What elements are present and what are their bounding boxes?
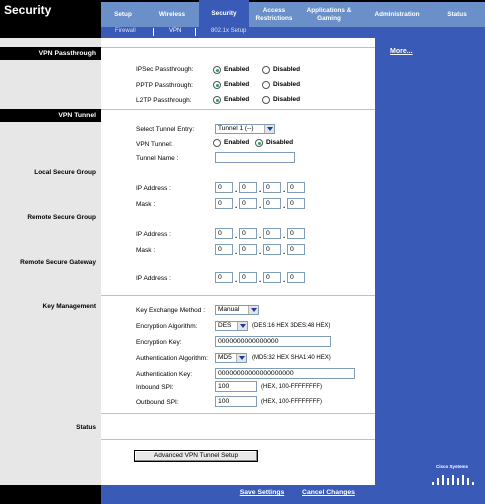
- ipsec-enabled-label: Enabled: [224, 66, 250, 73]
- subtab-separator: [153, 28, 154, 36]
- remote-mask-octet-2[interactable]: 0: [239, 244, 257, 255]
- key-exchange-value: Manual: [218, 306, 240, 313]
- tunnel-entry-value: Tunnel 1 (--): [218, 125, 254, 132]
- encryption-algorithm-select[interactable]: [215, 321, 248, 331]
- divider: [101, 413, 375, 414]
- remote-mask-octet-3[interactable]: 0: [263, 244, 281, 255]
- more-link[interactable]: More...: [390, 48, 413, 55]
- vpn-tunnel-enabled-radio[interactable]: [213, 139, 221, 147]
- subtab-8021x[interactable]: 802.1x Setup: [211, 28, 247, 34]
- cisco-logo-text: Cisco Systems: [435, 464, 469, 469]
- pptp-disabled-radio[interactable]: [262, 81, 270, 89]
- encryption-algorithm-hint: (DES:16 HEX 3DES:48 HEX): [252, 323, 331, 329]
- encryption-key-label: Encryption Key:: [136, 339, 182, 346]
- remote-ip-octet-1[interactable]: 0: [215, 228, 233, 239]
- l2tp-passthrough-label: L2TP Passthrough:: [136, 97, 192, 104]
- ip-dot: .: [259, 275, 262, 284]
- footer-action-area: [101, 485, 485, 504]
- tab-status[interactable]: Status: [447, 10, 467, 18]
- ip-dot: .: [283, 185, 286, 194]
- pptp-enabled-label: Enabled: [224, 81, 250, 88]
- ip-dot: .: [259, 247, 262, 256]
- authentication-algorithm-select[interactable]: [215, 353, 247, 363]
- cancel-changes-button[interactable]: Cancel Changes: [297, 487, 360, 498]
- ip-dot: .: [235, 231, 238, 240]
- tab-wireless[interactable]: Wireless: [158, 10, 186, 18]
- vpn-tunnel-label: VPN Tunnel:: [136, 141, 173, 148]
- chevron-down-icon: [237, 322, 247, 330]
- local-ip-octet-3[interactable]: 0: [263, 182, 281, 193]
- gateway-ip-label: IP Address :: [136, 275, 171, 282]
- local-ip-octet-2[interactable]: 0: [239, 182, 257, 193]
- ip-dot: .: [235, 201, 238, 210]
- remote-ip-octet-4[interactable]: 0: [287, 228, 305, 239]
- local-mask-label: Mask :: [136, 201, 156, 208]
- gateway-ip-octet-1[interactable]: 0: [215, 272, 233, 283]
- advanced-vpn-setup-button[interactable]: Advanced VPN Tunnel Setup: [134, 450, 258, 462]
- authentication-algorithm-hint: (MD5:32 HEX SHA1:40 HEX): [252, 355, 331, 361]
- tab-security[interactable]: Security: [199, 0, 249, 27]
- tab-administration[interactable]: Administration: [374, 10, 420, 18]
- ip-dot: .: [259, 231, 262, 240]
- l2tp-enabled-label: Enabled: [224, 96, 250, 103]
- remote-mask-label: Mask :: [136, 247, 156, 254]
- encryption-algorithm-label: Encryption Algorithm:: [136, 323, 198, 330]
- inbound-spi-label: Inbound SPI:: [136, 384, 174, 391]
- local-mask-octet-2[interactable]: 0: [239, 198, 257, 209]
- ip-dot: .: [283, 275, 286, 284]
- remote-mask-octet-1[interactable]: 0: [215, 244, 233, 255]
- authentication-key-label: Authentication Key:: [136, 371, 193, 378]
- label-local-secure-group: Local Secure Group: [34, 169, 96, 176]
- tab-applications-gaming[interactable]: Applications & Gaming: [306, 7, 352, 22]
- pptp-disabled-label: Disabled: [273, 81, 301, 88]
- inbound-spi-input[interactable]: 100: [215, 381, 257, 392]
- ip-dot: .: [283, 247, 286, 256]
- local-mask-octet-4[interactable]: 0: [287, 198, 305, 209]
- vpn-tunnel-disabled-radio[interactable]: [255, 139, 263, 147]
- divider: [101, 439, 375, 440]
- outbound-spi-hint: (HEX, 100-FFFFFFFF): [261, 399, 322, 405]
- help-column: [375, 38, 485, 485]
- chevron-down-icon: [264, 125, 274, 133]
- save-settings-button[interactable]: Save Settings: [232, 487, 292, 498]
- pptp-enabled-radio[interactable]: [213, 81, 221, 89]
- encryption-algorithm-value: DES: [218, 322, 232, 329]
- select-tunnel-label: Select Tunnel Entry:: [136, 126, 195, 133]
- ipsec-passthrough-label: IPSec Passthrough:: [136, 66, 194, 73]
- ip-dot: .: [235, 247, 238, 256]
- ipsec-enabled-radio[interactable]: [213, 66, 221, 74]
- tunnel-name-label: Tunnel Name :: [136, 155, 179, 162]
- l2tp-disabled-radio[interactable]: [262, 96, 270, 104]
- ip-dot: .: [259, 201, 262, 210]
- divider: [101, 47, 375, 48]
- section-vpn-tunnel: VPN Tunnel: [0, 109, 101, 122]
- vpn-tunnel-disabled-label: Disabled: [266, 139, 294, 146]
- ip-dot: .: [259, 185, 262, 194]
- authentication-key-input[interactable]: 00000000000000000000: [215, 368, 355, 379]
- main-nav: [101, 2, 485, 27]
- ipsec-disabled-radio[interactable]: [262, 66, 270, 74]
- subtab-vpn[interactable]: VPN: [169, 28, 182, 34]
- ipsec-disabled-label: Disabled: [273, 66, 301, 73]
- key-exchange-label: Key Exchange Method :: [136, 307, 206, 314]
- local-mask-octet-1[interactable]: 0: [215, 198, 233, 209]
- ip-dot: .: [283, 201, 286, 210]
- l2tp-enabled-radio[interactable]: [213, 96, 221, 104]
- subtab-firewall[interactable]: Firewall: [115, 28, 136, 34]
- ip-dot: .: [235, 185, 238, 194]
- outbound-spi-label: Outbound SPI:: [136, 399, 179, 406]
- local-ip-label: IP Address :: [136, 185, 171, 192]
- sub-nav: [101, 27, 485, 38]
- outbound-spi-input[interactable]: 100: [215, 396, 257, 407]
- ip-dot: .: [235, 275, 238, 284]
- page-title: Security: [4, 3, 52, 17]
- ip-dot: .: [283, 231, 286, 240]
- local-mask-octet-3[interactable]: 0: [263, 198, 281, 209]
- remote-ip-octet-2[interactable]: 0: [239, 228, 257, 239]
- label-status: Status: [76, 424, 96, 431]
- left-column: [0, 38, 101, 485]
- label-remote-secure-group: Remote Secure Group: [27, 214, 96, 221]
- local-ip-octet-4[interactable]: 0: [287, 182, 305, 193]
- authentication-algorithm-value: MD5: [218, 354, 232, 361]
- section-vpn-passthrough: VPN Passthrough: [0, 47, 101, 60]
- tunnel-name-input[interactable]: [215, 152, 295, 163]
- authentication-algorithm-label: Authentication Algorithm:: [136, 355, 208, 362]
- gateway-ip-octet-3[interactable]: 0: [263, 272, 281, 283]
- divider: [101, 295, 375, 296]
- tunnel-entry-select[interactable]: [215, 124, 275, 134]
- gateway-ip-octet-2[interactable]: 0: [239, 272, 257, 283]
- pptp-passthrough-label: PPTP Passthrough:: [136, 82, 193, 89]
- encryption-key-input[interactable]: 0000000000000000: [215, 336, 331, 347]
- label-key-management: Key Management: [42, 303, 96, 310]
- local-ip-octet-1[interactable]: 0: [215, 182, 233, 193]
- inbound-spi-hint: (HEX, 100-FFFFFFFF): [261, 384, 322, 390]
- remote-ip-label: IP Address :: [136, 231, 171, 238]
- main-content: [101, 38, 375, 485]
- label-remote-secure-gateway: Remote Secure Gateway: [20, 259, 96, 266]
- subtab-separator: [195, 28, 196, 36]
- tab-setup[interactable]: Setup: [114, 10, 132, 18]
- gateway-ip-octet-4[interactable]: 0: [287, 272, 305, 283]
- chevron-down-icon: [248, 306, 258, 314]
- remote-ip-octet-3[interactable]: 0: [263, 228, 281, 239]
- chevron-down-icon: [236, 354, 246, 362]
- tab-access-restrictions[interactable]: Access Restrictions: [255, 7, 293, 22]
- remote-mask-octet-4[interactable]: 0: [287, 244, 305, 255]
- vpn-tunnel-enabled-label: Enabled: [224, 139, 250, 146]
- cisco-logo: [428, 464, 476, 486]
- key-exchange-select[interactable]: [215, 305, 259, 315]
- l2tp-disabled-label: Disabled: [273, 96, 301, 103]
- divider: [101, 109, 375, 110]
